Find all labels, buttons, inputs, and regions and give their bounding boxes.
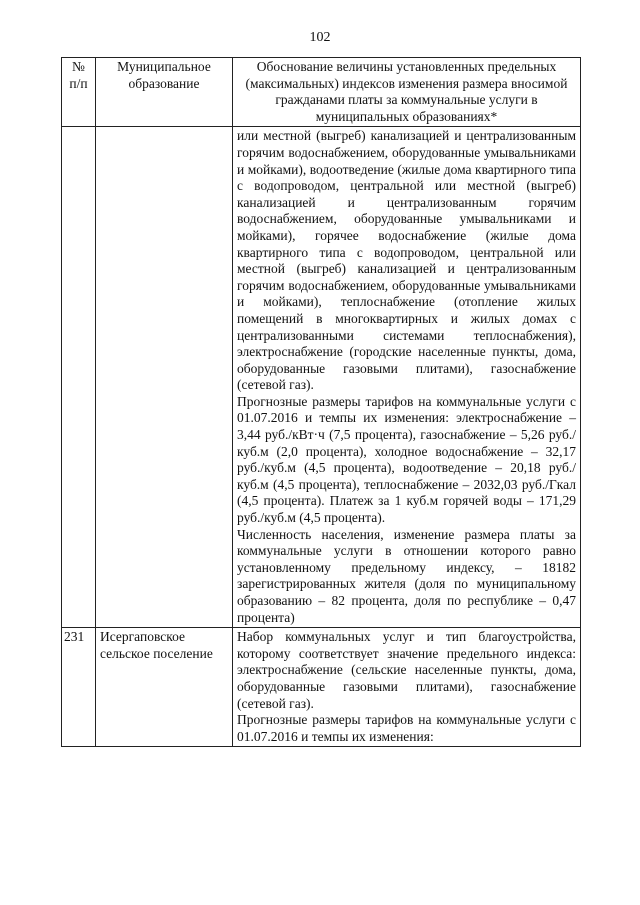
table-row: [62, 127, 581, 628]
row-municipality-cell: [96, 127, 233, 628]
header-number: № п/п: [62, 58, 96, 127]
table-row: [62, 628, 581, 747]
header-municipality: Муниципальное образование: [96, 58, 233, 127]
page-number: 102: [309, 30, 331, 45]
row-justification-cell: [233, 127, 581, 628]
header-justification: Обоснование величины установленных предельных (максимальных) индексов изменения размера вносимой гражданами платы за коммунальные услуги в муниципальных образованиях*: [233, 58, 581, 127]
justification-paragraph: Набор коммунальных услуг и тип благоустройства, которому соответствует значение предельного индекса: электроснабжение (сельские населенные пункты, дома, оборудованные газовыми плитами), газоснабжение (сетевой газ).: [237, 629, 576, 711]
justification-paragraph: Численность населения, изменение размера платы за коммунальные услуги в отношении которого равно установленному предельному индексу, – 18182 зарегистрированных жителя (доля по муниципальному образованию – 82 процента, доля по республике – 0,47 процента): [237, 526, 576, 625]
justification-paragraph: Прогнозные размеры тарифов на коммунальные услуги с 01.07.2016 и темпы их изменения: электроснабжение – 3,44 руб./кВт·ч (7,5 процента), газоснабжение – 5,26 руб./куб.м (2,0 процента), холодное водоснабжение – 32,17 руб./куб.м (4,5 процента), водоотведение – 20,18 руб./куб.м (4,5 процента), теплоснабжение – 2032,03 руб./Гкал (4,5 процента). Платеж за 1 куб.м горячей воды – 171,29 руб./куб.м (4,5 процента).: [237, 393, 576, 526]
justification-paragraph: Прогнозные размеры тарифов на коммунальные услуги с 01.07.2016 и темпы их изменения:: [237, 712, 576, 744]
row-justification-cell: [233, 628, 581, 747]
row-number-cell: [62, 127, 96, 628]
indices-table: [61, 57, 581, 747]
row-municipality-cell: Исергаповское сельское поселение: [96, 628, 233, 747]
table-header-row: [62, 58, 581, 127]
row-number-cell: 231: [62, 628, 96, 747]
justification-paragraph: или местной (выгреб) канализацией и централизованным горячим водоснабжением, оборудованные умывальниками и мойками), водоотведение (жилые дома квартирного типа с водопроводом, центральной или местной (выгреб) канализацией и централизованным горячим водоснабжением, оборудованные умывальниками и мойками), горячее водоснабжение (жилые дома квартирного типа с водопроводом, центральной или местной (выгреб) канализацией и централизованным горячим водоснабжением, оборудованные умывальниками и мойками), теплоснабжение (отопление жилых помещений в многоквартирных и жилых домах с централизованными системами теплоснабжения), электроснабжение (городские населенные пункты, дома, оборудованные газовыми плитами), газоснабжение (сетевой газ).: [237, 128, 576, 393]
